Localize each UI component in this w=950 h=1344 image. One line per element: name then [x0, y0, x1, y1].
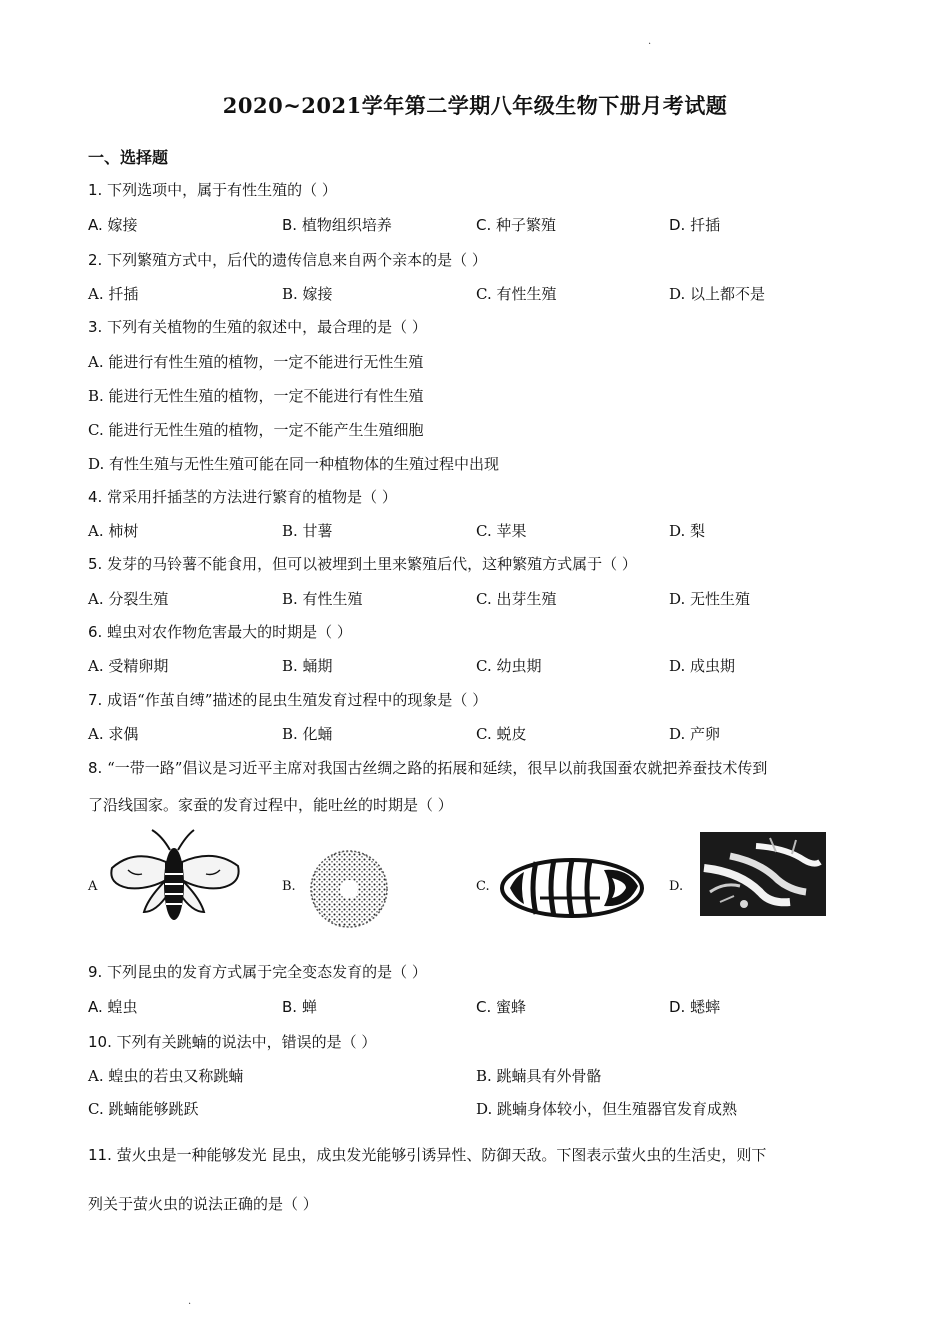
- question-stem: 常采用扦插茎的方法进行繁育的植物是（ ）: [107, 488, 397, 506]
- option-b: B. 蛹期: [282, 657, 333, 675]
- option-c: C. 幼虫期: [476, 657, 542, 675]
- question-number: 1.: [88, 181, 103, 199]
- question-6: [88, 621, 352, 642]
- option-c: C. 能进行无性生殖的植物，一定不能产生生殖细胞: [88, 421, 424, 439]
- option-b: B. 甘薯: [282, 522, 333, 540]
- question-stem: “一带一路”倡议是习近平主席对我国古丝绸之路的拓展和延续，很早以前我国蚕农就把养蚕技术传到: [107, 759, 768, 777]
- image-option-a-label: A: [88, 879, 98, 894]
- egg-cluster-icon: [308, 848, 390, 930]
- question-stem: 成语“作茧自缚”描述的昆虫生殖发育过程中的现象是（ ）: [107, 691, 488, 709]
- question-4: [88, 486, 397, 507]
- option-b: B. 能进行无性生殖的植物，一定不能进行有性生殖: [88, 387, 424, 405]
- bottom-dot: .: [188, 1296, 192, 1307]
- option-c: C. 跳蝻能够跳跃: [88, 1100, 199, 1118]
- option-a: A. 扦插: [88, 285, 139, 303]
- question-number: 2.: [88, 251, 103, 269]
- option-d: D. 产卵: [669, 725, 721, 743]
- option-d: D. 跳蝻身体较小，但生殖器官发育成熟: [476, 1100, 738, 1118]
- option-b: B. 化蛹: [282, 725, 333, 743]
- option-c: C. 出芽生殖: [476, 590, 557, 608]
- option-a: A. 求偶: [88, 725, 139, 743]
- question-number: 6.: [88, 623, 103, 641]
- silkworm-icon: [700, 832, 826, 916]
- option-d: D. 成虫期: [669, 657, 736, 675]
- option-b: B. 植物组织培养: [282, 216, 392, 234]
- option-d: D. 扦插: [669, 216, 721, 234]
- question-8-line2: 了沿线国家。家蚕的发育过程中，能吐丝的时期是（ ）: [88, 796, 453, 814]
- question-number: 7.: [88, 691, 103, 709]
- question-3: [88, 316, 427, 337]
- moth-image: [104, 828, 244, 932]
- image-option-d-label: D.: [669, 879, 684, 894]
- question-stem: 发芽的马铃薯不能食用，但可以被埋到土里来繁殖后代，这种繁殖方式属于（ ）: [107, 555, 637, 573]
- question-11: [88, 1144, 766, 1165]
- option-a: A. 分裂生殖: [88, 590, 169, 608]
- question-number: 11.: [88, 1146, 112, 1164]
- pupa-image: [500, 856, 646, 924]
- question-2: [88, 249, 487, 270]
- question-number: 9.: [88, 963, 103, 981]
- question-number: 4.: [88, 488, 103, 506]
- question-1: [88, 179, 337, 200]
- option-d: D. 有性生殖与无性生殖可能在同一种植物体的生殖过程中出现: [88, 455, 500, 473]
- pupa-icon: [500, 856, 646, 920]
- question-number: 3.: [88, 318, 103, 336]
- question-number: 8.: [88, 759, 103, 777]
- option-a: A. 蝗虫的若虫又称跳蝻: [88, 1067, 244, 1085]
- image-option-c-label: C.: [476, 879, 490, 894]
- egg-cluster-image: [308, 848, 390, 934]
- option-c: C. 种子繁殖: [476, 216, 557, 234]
- option-d: D. 梨: [669, 522, 706, 540]
- option-a: A. 蝗虫: [88, 998, 138, 1016]
- question-stem: 蝗虫对农作物危害最大的时期是（ ）: [107, 623, 352, 641]
- section-heading: 一、选择题: [88, 148, 169, 167]
- question-stem: 萤火虫是一种能够发光 昆虫，成虫发光能够引诱异性、防御天敌。下图表示萤火虫的生活史，则下: [116, 1146, 767, 1164]
- question-number: 5.: [88, 555, 103, 573]
- question-5: [88, 553, 637, 574]
- page-title: 2020~2021学年第二学期八年级生物下册月考试题: [222, 93, 728, 118]
- option-a: A. 嫁接: [88, 216, 138, 234]
- silkworm-image: [700, 832, 826, 920]
- image-option-b-label: B.: [282, 879, 296, 894]
- option-b: B. 有性生殖: [282, 590, 363, 608]
- option-c: C. 苹果: [476, 522, 527, 540]
- option-b: B. 蝉: [282, 998, 317, 1016]
- option-c: C. 蜕皮: [476, 725, 527, 743]
- moth-icon: [104, 828, 244, 928]
- option-d: D. 蟋蟀: [669, 998, 721, 1016]
- question-11-line2: 列关于萤火虫的说法正确的是（ ）: [88, 1195, 318, 1213]
- option-d: D. 以上都不是: [669, 285, 766, 303]
- question-10: [88, 1031, 376, 1052]
- top-dot: .: [648, 36, 652, 47]
- option-c: C. 有性生殖: [476, 285, 557, 303]
- question-stem: 下列繁殖方式中，后代的遗传信息来自两个亲本的是（ ）: [107, 251, 487, 269]
- question-stem: 下列有关跳蝻的说法中，错误的是（ ）: [116, 1033, 377, 1051]
- option-a: A. 能进行有性生殖的植物，一定不能进行无性生殖: [88, 353, 424, 371]
- option-a: A. 受精卵期: [88, 657, 169, 675]
- option-a: A. 柿树: [88, 522, 139, 540]
- question-8: [88, 757, 767, 778]
- option-d: D. 无性生殖: [669, 590, 751, 608]
- question-stem: 下列选项中，属于有性生殖的（ ）: [107, 181, 337, 199]
- option-b: B. 跳蝻具有外骨骼: [476, 1067, 602, 1085]
- question-7: [88, 689, 487, 710]
- option-c: C. 蜜蜂: [476, 998, 527, 1016]
- option-b: B. 嫁接: [282, 285, 333, 303]
- question-stem: 下列有关植物的生殖的叙述中，最合理的是（ ）: [107, 318, 427, 336]
- question-stem: 下列昆虫的发育方式属于完全变态发育的是（ ）: [107, 963, 427, 981]
- question-9: [88, 961, 427, 982]
- question-number: 10.: [88, 1033, 112, 1051]
